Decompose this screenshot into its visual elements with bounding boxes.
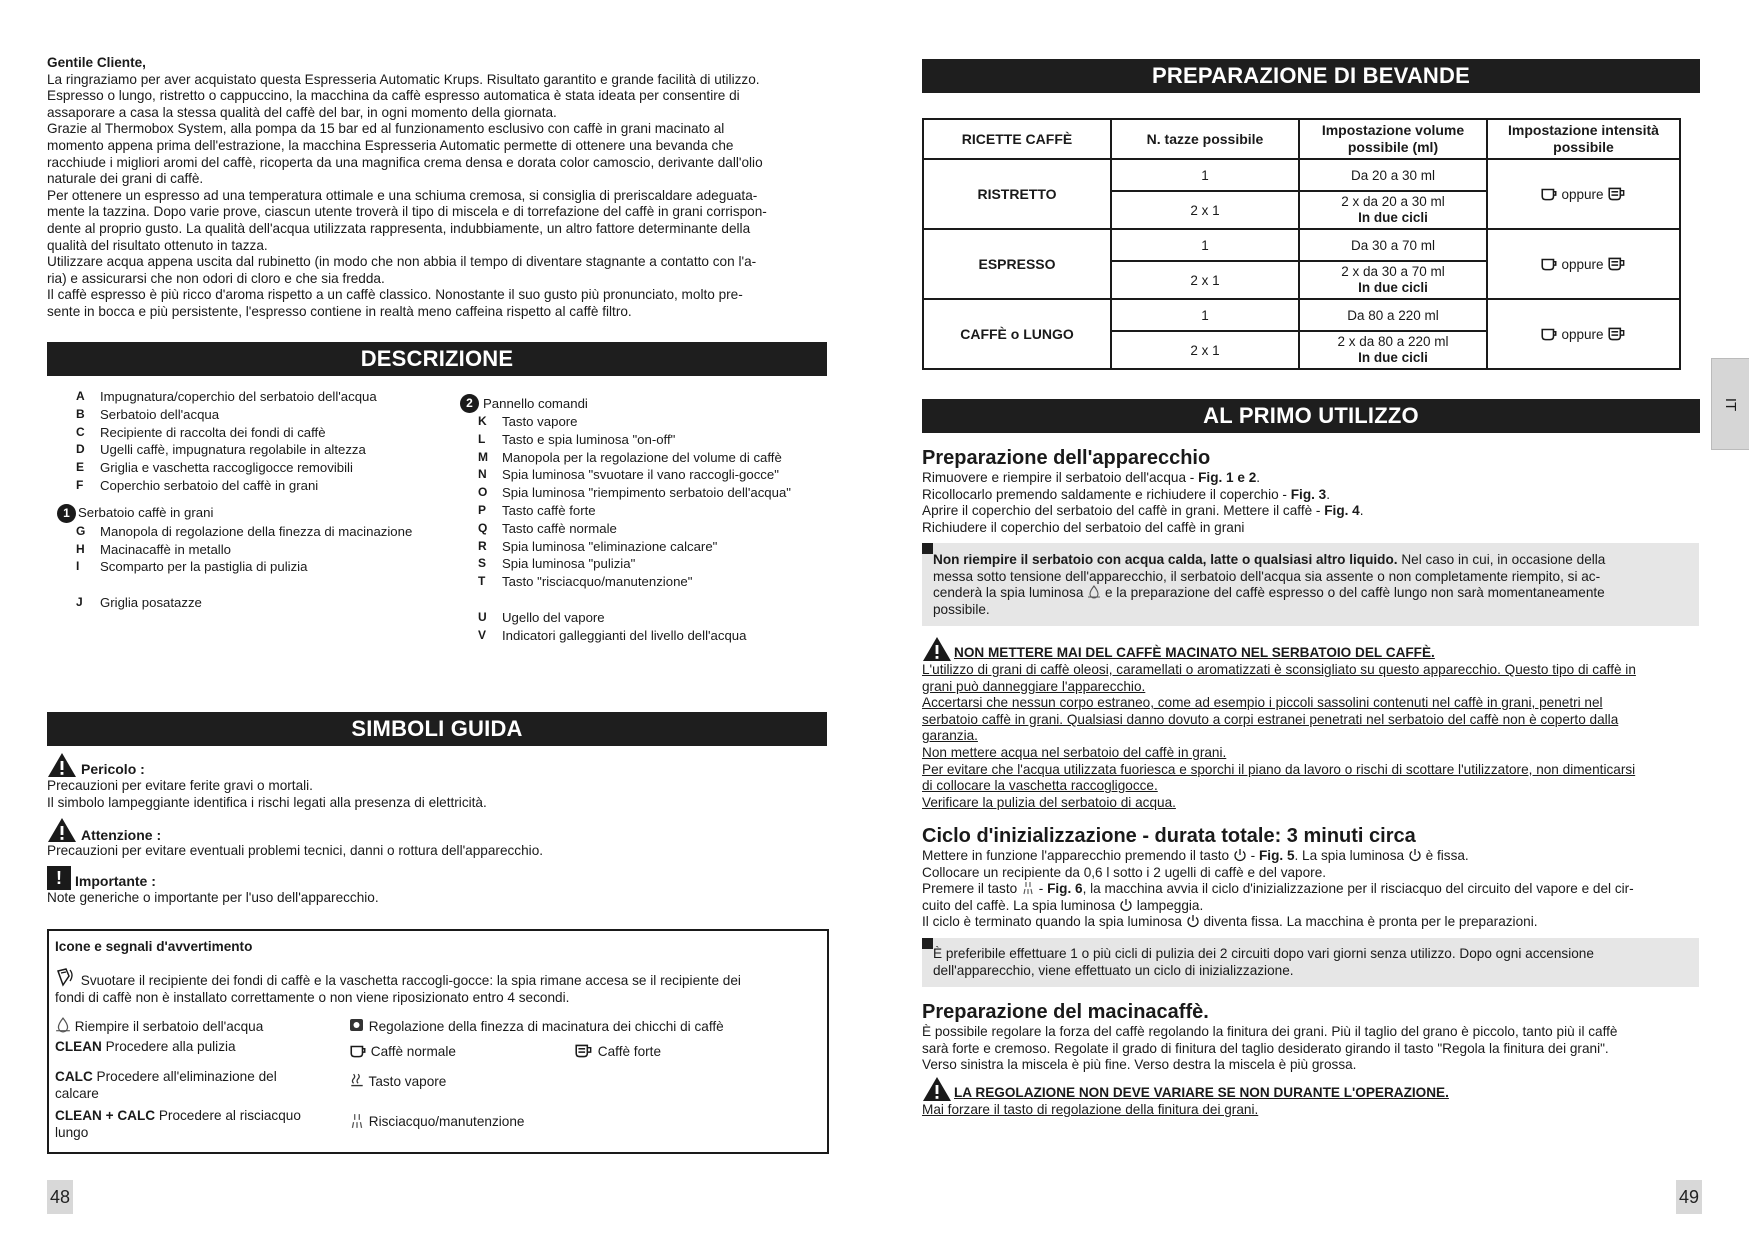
list-item <box>478 520 838 538</box>
text-line: Non mettere acqua nel serbatoio del caffè in grani. <box>922 744 1227 760</box>
descrizione-banner: DESCRIZIONE <box>47 342 827 376</box>
item-value: Tasto e spia luminosa "on-off" <box>502 431 676 447</box>
list-item <box>76 558 416 576</box>
pericolo-line-1: Precauzioni per evitare ferite gravi o mortali. <box>47 778 313 793</box>
note1-line-3: cenderà la spia luminosa e la preparazione del caffè espresso o del caffè lungo non sarà momentaneamente <box>933 585 1605 601</box>
group1-title: Serbatoio caffè in grani <box>78 505 214 521</box>
caffe-normale-item <box>349 1043 456 1059</box>
text-line: La ringraziamo per aver acquistato questa Espresseria Automatic Krups. Risultato garantito e grande facilità di utilizzo. <box>47 71 760 87</box>
macina-title: Preparazione del macinacaffè. <box>922 1001 1209 1023</box>
normal-coffee-icon <box>349 1043 367 1059</box>
clean-value: Procedere alla pulizia <box>105 1039 236 1054</box>
item-key: R <box>478 538 487 553</box>
text-line: garanzia. <box>922 728 978 744</box>
volume-value: 2 x da 30 a 70 ml <box>1341 264 1445 279</box>
grind-adjust-icon <box>349 1017 365 1033</box>
caffe-forte-item <box>574 1043 661 1059</box>
empty-grounds-icon <box>55 967 77 987</box>
simboli-banner: SIMBOLI GUIDA <box>47 712 827 746</box>
item-value: Ugello del vapore <box>502 609 605 625</box>
clean-key: CLEAN <box>55 1039 102 1054</box>
recipes-table <box>922 118 1681 370</box>
power-icon <box>1408 848 1422 862</box>
group1-heading <box>63 504 416 523</box>
note-box-1 <box>922 543 1699 626</box>
warning2-line: Mai forzare il tasto di regolazione della finitura dei grani. <box>922 1101 1259 1117</box>
item-value: Macinacaffè in metallo <box>100 541 231 557</box>
cups-cell: 1 <box>1111 159 1299 191</box>
item-value: Spia luminosa "eliminazione calcare" <box>502 538 718 554</box>
caffe-normale-label: Caffè normale <box>370 1044 456 1059</box>
item-key: D <box>76 442 85 457</box>
text-line: qualità del risultato ottenuto in tazza. <box>47 237 268 253</box>
list-item <box>76 523 416 541</box>
clean-calc-value-2: lungo <box>55 1124 89 1140</box>
volume-cell: Da 20 a 30 ml <box>1299 159 1487 191</box>
strong-coffee-icon <box>1607 326 1627 342</box>
col-ricette: RICETTE CAFFÈ <box>923 119 1111 159</box>
warning-section-1 <box>922 636 1722 811</box>
greeting: Gentile Cliente, <box>47 55 146 70</box>
danger-icon <box>47 752 77 778</box>
warning-icon <box>922 636 952 662</box>
list-item <box>478 573 838 591</box>
list-item <box>76 388 416 406</box>
text-line: Utilizzare acqua appena uscita dal rubinetto (in modo che non abbia il tempo di diventare stagnante a contatto con l'a- <box>47 254 757 270</box>
note-box-2 <box>922 938 1699 987</box>
item-value: Indicatori galleggianti del livello dell'acqua <box>502 627 747 643</box>
left-page <box>0 0 874 1241</box>
macina-section <box>922 1000 1722 1118</box>
item-value: Ugelli caffè, impugnatura regolabile in altezza <box>100 442 366 458</box>
warning1-text <box>922 662 1722 811</box>
cups-cell: 2 x 1 <box>1111 191 1299 229</box>
item-key: P <box>478 502 487 517</box>
cups-cell: 1 <box>1111 229 1299 261</box>
volume-cell: Da 80 a 220 ml <box>1299 299 1487 331</box>
item-key: M <box>478 449 488 464</box>
due-cicli-label: In due cicli <box>1358 280 1428 295</box>
normal-coffee-icon <box>1540 186 1558 202</box>
due-cicli-label: In due cicli <box>1358 350 1428 365</box>
item-value: Coperchio serbatoio del caffè in grani <box>100 477 319 493</box>
warning1-title: NON METTERE MAI DEL CAFFÈ MACINATO NEL SERBATOIO DEL CAFFÈ. <box>954 645 1435 661</box>
intro-text <box>47 72 837 321</box>
item-key: I <box>76 559 80 574</box>
list-item <box>478 627 838 645</box>
item-key: C <box>76 424 85 439</box>
importante-title: Importante : <box>75 873 156 890</box>
ciclo-title: Ciclo d'inizializzazione - durata totale: 3 minuti circa <box>922 825 1416 847</box>
table-row <box>923 229 1680 261</box>
power-icon <box>1186 914 1200 928</box>
text-line: momento appena prima dell'estrazione, la macchina Espresseria Automatic permette di ottenere una bevanda che <box>47 137 734 153</box>
item-key: N <box>478 467 487 482</box>
riempire-label: Riempire il serbatoio dell'acqua <box>74 1019 264 1034</box>
icons-warning-box <box>47 929 829 1154</box>
oppure-label: oppure <box>1561 257 1604 272</box>
item-key: G <box>76 523 86 538</box>
oppure-label: oppure <box>1561 187 1604 202</box>
rinse-icon <box>349 1113 365 1129</box>
power-icon <box>1119 898 1133 912</box>
text-line: dente al proprio gusto. La qualità dell'acqua utilizzata rappresenta, indubbiamente, un altro fattore determinante della <box>47 220 751 236</box>
list-item <box>478 555 838 573</box>
recipe-name: CAFFÈ o LUNGO <box>923 299 1111 369</box>
item-key: F <box>76 477 84 492</box>
pericolo-line-2: Il simbolo lampeggiante identifica i rischi legati alla presenza di elettricità. <box>47 794 487 810</box>
attenzione-title: Attenzione : <box>81 826 162 843</box>
calc-item <box>55 1069 305 1102</box>
note-marker-1 <box>922 543 933 554</box>
warning-icon <box>922 1076 952 1102</box>
col-tazze: N. tazze possibile <box>1111 119 1299 159</box>
volume-cell <box>1299 191 1487 229</box>
strong-coffee-icon <box>1607 186 1627 202</box>
ciclo-line-4: cuito del caffè. La spia luminosa lampeggia. <box>922 897 1204 913</box>
item-value: Griglia e vaschetta raccogligocce removibili <box>100 460 353 476</box>
list-item <box>478 413 838 431</box>
symbols-section <box>47 752 827 906</box>
clean-calc-key: CLEAN + CALC <box>55 1108 156 1123</box>
item-value: Spia luminosa "pulizia" <box>502 556 636 572</box>
ciclo-line-3: Premere il tasto - Fig. 6, la macchina avvia il ciclo d'inizializzazione per il risciacquo del circuito del vapore e del cir- <box>922 881 1634 897</box>
rinse-icon <box>1021 881 1035 895</box>
list-item <box>478 609 838 627</box>
primo-utilizzo-banner: AL PRIMO UTILIZZO <box>922 399 1700 433</box>
intro-section <box>47 55 837 321</box>
item-value: Impugnatura/coperchio del serbatoio dell'acqua <box>100 389 377 404</box>
text-line: Per evitare che l'acqua utilizzata fuoriesca e sporchi il piano da lavoro o rischi di scottare l'utilizzatore, non dimenticarsi <box>922 761 1636 777</box>
svuotare-text <box>55 967 815 1006</box>
calc-value-2: calcare <box>55 1085 99 1101</box>
col-intensita: Impostazione intensità possibile <box>1487 119 1680 159</box>
list-item <box>76 424 416 442</box>
item-key: H <box>76 541 85 556</box>
oppure-label: oppure <box>1561 327 1604 342</box>
warning2-title: LA REGOLAZIONE NON DEVE VARIARE SE NON DURANTE L'OPERAZIONE. <box>954 1085 1449 1101</box>
text-line: naturale dei grani di caffè. <box>47 171 204 187</box>
language-tab-label: IT <box>1722 397 1740 411</box>
item-key: Q <box>478 520 488 535</box>
ciclo-section <box>922 824 1722 931</box>
intensity-cell <box>1487 159 1680 229</box>
cups-cell: 2 x 1 <box>1111 261 1299 299</box>
volume-cell <box>1299 261 1487 299</box>
text-line: serbatoio caffè in grani. Qualsiasi danno dovuto a corpi estranei penetrati nel serbatoio del caffè non è coperto dalla <box>922 711 1619 727</box>
text-line: Grazie al Thermobox System, alla pompa da 15 bar ed al funzionamento esclusivo con caffè in grani macinato al <box>47 121 725 137</box>
important-icon: ! <box>47 866 71 890</box>
item-value: Tasto caffè forte <box>502 502 596 518</box>
intensity-cell <box>1487 229 1680 299</box>
cups-cell: 1 <box>1111 299 1299 331</box>
text-line: L'utilizzo di grani di caffè oleosi, caramellati o aromatizzati è sconsigliato su questo apparecchio. Questo tipo di caffè in <box>922 662 1636 677</box>
text-line: Espresso o lungo, ristretto o cappuccino, la macchina da caffè espresso automatica è stata ideata per consentire di <box>47 88 740 104</box>
text-line: È possibile regolare la forza del caffè regolando la finitura dei grani. Più il taglio del grano è piccolo, tanto più il caffè <box>922 1024 1618 1039</box>
volume-value: 2 x da 20 a 30 ml <box>1341 194 1445 209</box>
table-row <box>923 299 1680 331</box>
item-key: U <box>478 609 487 624</box>
macina-text <box>922 1024 1722 1074</box>
note1-line-1: Non riempire il serbatoio con acqua calda, latte o qualsiasi altro liquido. Nel caso in cui, in occasione della <box>933 552 1606 567</box>
item-value: Manopola di regolazione della finezza di macinazione <box>100 523 413 539</box>
list-item <box>478 431 838 449</box>
text-line: Accertarsi che nessun corpo estraneo, come ad esempio i piccoli sassolini contenuti nel caffè in grani, penetri nel <box>922 695 1603 711</box>
clean-calc-value-1: Procedere al risciacquo <box>158 1108 301 1123</box>
table-row <box>923 159 1680 191</box>
cups-cell: 2 x 1 <box>1111 331 1299 369</box>
item-key: O <box>478 485 488 500</box>
list-item <box>76 477 416 495</box>
prep-line-1: Rimuovere e riempire il serbatoio dell'acqua - Fig. 1 e 2. <box>922 470 1261 485</box>
water-tank-icon <box>55 1017 71 1033</box>
text-line: Verso sinistra la miscela è più fine. Verso destra la miscela è più grossa. <box>922 1057 1357 1073</box>
tasto-vapore-label: Tasto vapore <box>368 1074 447 1089</box>
item-value: Manopola per la regolazione del volume di caffè <box>502 449 782 465</box>
item-value: Serbatoio dell'acqua <box>100 406 220 422</box>
importante-line: Note generiche o importante per l'uso dell'apparecchio. <box>47 889 379 905</box>
col-volume: Impostazione volume possibile (ml) <box>1299 119 1487 159</box>
text-line: assaporare a casa la stessa qualità del caffè del bar, in ogni momento della giornata. <box>47 104 557 120</box>
text-line: Per ottenere un espresso ad una temperatura ottimale e una schiuma cremosa, si consiglia di preriscaldare adeguata- <box>47 187 758 203</box>
text-line: racchiude i migliori aromi del caffè, ricoperta da una magnifica crema densa e dorata color camoscio, derivante dall'olio <box>47 154 763 170</box>
prep-apparecchio-title: Preparazione dell'apparecchio <box>922 447 1211 469</box>
regolazione-label: Regolazione della finezza di macinatura dei chicchi di caffè <box>368 1019 724 1034</box>
text-line: Il caffè espresso è più ricco d'aroma rispetto a un caffè classico. Nonostante il suo gusto più pronunciato, molto pre- <box>47 287 743 303</box>
water-light-icon <box>1087 585 1101 599</box>
number-2-badge: 2 <box>460 394 479 413</box>
risciacquo-label: Risciacquo/manutenzione <box>368 1114 525 1129</box>
table-header-row <box>923 119 1680 159</box>
prep-line-4: Richiudere il coperchio del serbatoio del caffè in grani <box>922 519 1245 535</box>
normal-coffee-icon <box>1540 326 1558 342</box>
item-key: J <box>76 595 83 610</box>
ciclo-line-2: Collocare un recipiente da 0,6 l sotto i 2 ugelli di caffè e del vapore. <box>922 864 1327 880</box>
list-item <box>76 594 416 612</box>
icons-box-title: Icone e segnali d'avvertimento <box>55 939 253 954</box>
ciclo-line-5: Il ciclo è terminato quando la spia luminosa diventa fissa. La macchina è pronta per le preparazioni. <box>922 914 1538 930</box>
pericolo-title: Pericolo : <box>81 761 145 778</box>
list-item <box>76 541 416 559</box>
item-key: L <box>478 431 486 446</box>
riempire-item <box>55 1017 263 1034</box>
language-tab[interactable] <box>1711 358 1749 450</box>
item-value: Spia luminosa "svuotare il vano raccogli-gocce" <box>502 467 779 483</box>
desc-list-1 <box>63 388 416 612</box>
caffe-forte-label: Caffè forte <box>597 1044 662 1059</box>
note2-line-1: È preferibile effettuare 1 o più cicli di pulizia dei 2 circuiti dopo vari giorni senza utilizzo. Dopo ogni accensione <box>933 946 1594 961</box>
item-value: Griglia posatazze <box>100 595 202 611</box>
warning-icon <box>47 817 77 843</box>
clean-item <box>55 1039 236 1054</box>
prep-line-2: Ricollocarlo premendo saldamente e richiudere il coperchio - Fig. 3. <box>922 486 1331 502</box>
item-value: Tasto "risciacquo/manutenzione" <box>502 574 693 590</box>
list-item <box>478 538 838 556</box>
list-item <box>76 459 416 477</box>
normal-coffee-icon <box>1540 256 1558 272</box>
note1-line-2: messa sotto tensione dell'apparecchio, il serbatoio dell'acqua sia assente o non completamente riempito, si ac- <box>933 568 1601 584</box>
prep-line-3: Aprire il coperchio del serbatoio del caffè in grani. Mettere il caffè - Fig. 4. <box>922 503 1364 519</box>
item-value: Tasto caffè normale <box>502 520 617 536</box>
list-item <box>478 484 838 502</box>
page-number-left: 48 <box>47 1180 73 1214</box>
calc-value-1: Procedere all'eliminazione del <box>96 1069 277 1084</box>
item-key: K <box>478 414 487 428</box>
item-value: Scomparto per la pastiglia di pulizia <box>100 559 308 575</box>
text-line: grani può danneggiare l'apparecchio. <box>922 678 1146 694</box>
tasto-vapore-item <box>349 1073 446 1089</box>
number-1-badge: 1 <box>57 504 76 523</box>
desc-list-2 <box>466 394 838 645</box>
group2-heading <box>460 394 838 413</box>
item-value: Recipiente di raccolta dei fondi di caffè <box>100 424 326 440</box>
svuotare-line-1: Svuotare il recipiente dei fondi di caffè e la vaschetta raccogli-gocce: la spia rimane accesa se il recipiente dei <box>80 973 741 988</box>
clean-calc-item <box>55 1108 325 1141</box>
item-key: S <box>478 556 487 571</box>
item-key: V <box>478 627 487 642</box>
right-page <box>874 0 1749 1241</box>
prep-apparecchio-section <box>922 446 1712 536</box>
page-number-right: 49 <box>1676 1180 1702 1214</box>
item-value: Spia luminosa "riempimento serbatoio dell'acqua" <box>502 485 791 501</box>
list-item <box>478 466 838 484</box>
item-value: Tasto vapore <box>502 414 578 429</box>
text-line: di collocare la vaschetta raccogligocce. <box>922 778 1158 794</box>
regolazione-item <box>349 1017 724 1034</box>
text-line: Verificare la pulizia del serbatoio di acqua. <box>922 794 1176 810</box>
text-line: sente in bocca e più persistente, l'espresso contiene in realtà meno caffeina rispetto al caffè filtro. <box>47 303 632 319</box>
risciacquo-item <box>349 1113 524 1129</box>
text-line: mente la tazzina. Dopo varie prove, ciascun utente troverà il tipo di miscela e di torrefazione del caffè in grani corrispon- <box>47 204 767 220</box>
recipe-name: RISTRETTO <box>923 159 1111 229</box>
item-key: E <box>76 460 85 475</box>
due-cicli-label: In due cicli <box>1358 210 1428 225</box>
ciclo-line-1: Mettere in funzione l'apparecchio premendo il tasto - Fig. 5. La spia luminosa è fissa. <box>922 848 1469 863</box>
volume-cell <box>1299 331 1487 369</box>
power-icon <box>1233 848 1247 862</box>
list-item <box>76 441 416 459</box>
volume-value: 2 x da 80 a 220 ml <box>1337 334 1449 349</box>
intensity-cell <box>1487 299 1680 369</box>
preparazione-banner: PREPARAZIONE DI BEVANDE <box>922 59 1700 93</box>
recipe-name: ESPRESSO <box>923 229 1111 299</box>
note-marker-2 <box>922 938 933 949</box>
list-item <box>478 502 838 520</box>
list-item <box>76 406 416 424</box>
item-key: A <box>76 389 85 403</box>
text-line: ria) e assicurarsi che non odori di cloro e che sia fredda. <box>47 270 385 286</box>
volume-cell: Da 30 a 70 ml <box>1299 229 1487 261</box>
note1-line-4: possibile. <box>933 601 990 617</box>
item-key: T <box>478 574 486 589</box>
text-line: sarà forte e cremoso. Regolate il grado di finitura del taglio desiderato girando il tasto "Regola la finitura dei grani". <box>922 1040 1609 1056</box>
group2-title: Pannello comandi <box>483 395 588 411</box>
list-item <box>478 449 838 467</box>
item-key: B <box>76 406 85 421</box>
svuotare-line-2: fondi di caffè non è installato correttamente o non viene riposizionato entro 4 secondi. <box>55 989 570 1005</box>
calc-key: CALC <box>55 1069 93 1084</box>
attenzione-line: Precauzioni per evitare eventuali problemi tecnici, danni o rottura dell'apparecchio. <box>47 843 544 859</box>
strong-coffee-icon <box>1607 256 1627 272</box>
note2-line-2: dell'apparecchio, viene effettuato un ciclo di inizializzazione. <box>933 962 1294 978</box>
strong-coffee-icon <box>574 1043 594 1059</box>
steam-icon <box>349 1073 365 1089</box>
